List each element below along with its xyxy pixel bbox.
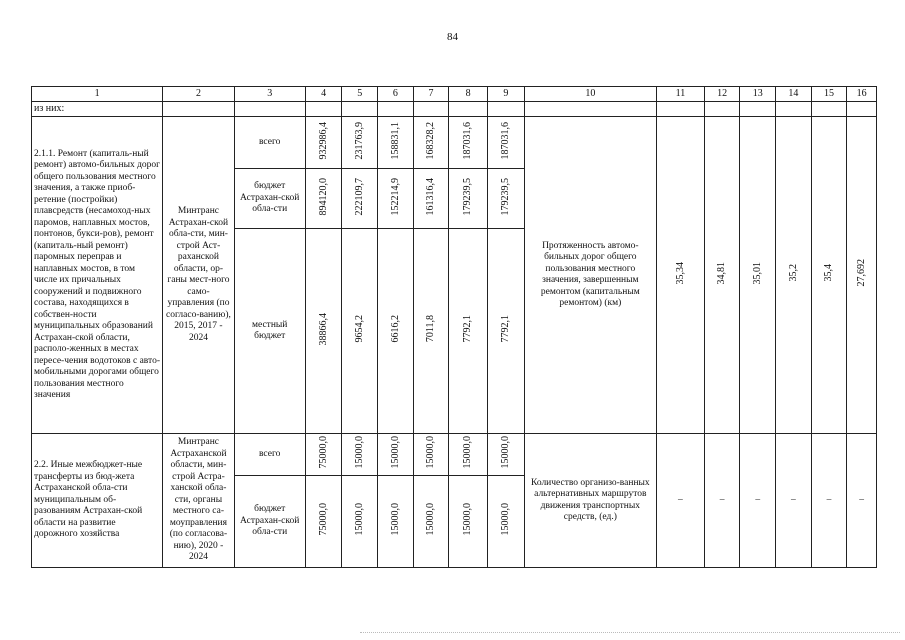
col-header-5: 5 — [342, 87, 378, 102]
funding-source: всего — [234, 434, 305, 476]
amount-value: 15000,0 — [425, 503, 437, 536]
indicator-value: 35,4 — [823, 264, 835, 282]
indicator-value: – — [704, 434, 740, 568]
amount-value: 152214,9 — [389, 177, 401, 215]
section2-row-total — [32, 434, 877, 476]
amount-value: 15000,0 — [389, 503, 401, 536]
amount-value: 161316,4 — [425, 177, 437, 215]
indicator-value: – — [657, 434, 705, 568]
col-header-7: 7 — [413, 87, 449, 102]
amount-value: 15000,0 — [354, 436, 366, 469]
col-header-8: 8 — [449, 87, 488, 102]
col-header-10: 10 — [524, 87, 656, 102]
indicator-value: 35,2 — [787, 264, 799, 282]
col-header-15: 15 — [811, 87, 847, 102]
subheader-label: из них: — [32, 102, 163, 117]
indicator-value: 35,01 — [752, 261, 764, 284]
col-header-4: 4 — [305, 87, 342, 102]
amount-value: 7011,8 — [425, 315, 437, 343]
col-header-12: 12 — [704, 87, 740, 102]
amount-value: 7792,1 — [500, 315, 512, 343]
indicator-value: 35,34 — [674, 261, 686, 284]
funding-source: бюджет Астрахан-ской обла-сти — [234, 169, 305, 229]
col-header-6: 6 — [378, 87, 414, 102]
amount-value: 15000,0 — [425, 436, 437, 469]
amount-value: 75000,0 — [317, 436, 329, 469]
section1-row-total — [32, 117, 877, 169]
section1-title: 2.1.1. Ремонт (капиталь-ный ремонт) автомо-бильных дорог общего пользования местного значения, а также приоб-ретение (постройки) плавсредств (несамоход-ных паромов, наплавных мостов, понтонов, букси-ров), ремонт (капиталь-ный ремонт) паромных переправ и наплавных мостов, в том числе их причальных сооружений и подвижного состава, находящихся в собствен-ности муниципальных образований Астрахан-ской области, располо-женных в местах пересе-чения водотоков с авто-мобильными дорогами общего пользования местного значения — [32, 117, 163, 434]
amount-value: 75000,0 — [317, 503, 329, 536]
section1-executor: Минтранс Астрахан-ской обла-сти, мин-строй Аст-раханской области, ор-ганы мест-ного само-управления (по согласо-ванию), 2015, 2017 - 2024 — [163, 117, 234, 434]
amount-value: 7792,1 — [462, 315, 474, 343]
funding-source: местный бюджет — [234, 229, 305, 434]
amount-value: 38866,4 — [317, 312, 329, 345]
section2-executor: Минтранс Астраханской области, мин-строй Астра-ханской обла-сти, органы местного са-моуправления (по согласова-нию), 2020 - 2024 — [163, 434, 234, 568]
col-header-3: 3 — [234, 87, 305, 102]
amount-value: 15000,0 — [500, 503, 512, 536]
amount-value: 894120,0 — [317, 177, 329, 215]
col-header-11: 11 — [657, 87, 705, 102]
indicator-value: 34,81 — [716, 261, 728, 284]
col-header-1: 1 — [32, 87, 163, 102]
page-number: 84 — [447, 31, 458, 43]
funding-source: бюджет Астрахан-ской обла-сти — [234, 476, 305, 568]
amount-value: 6616,2 — [389, 315, 401, 343]
section2-title: 2.2. Иные межбюджет-ные трансферты из бюд-жета Астраханской обла-сти муниципальным об-разованиям Астрахан-ской области на развитие дорожного хозяйства — [32, 434, 163, 568]
indicator-value: – — [740, 434, 776, 568]
section1-indicator: Протяженность автомо-бильных дорог общего пользования местного значения, завершенным ремонтом (капитальным ремонтом) (км) — [524, 117, 656, 434]
col-header-16: 16 — [847, 87, 877, 102]
col-header-9: 9 — [488, 87, 525, 102]
amount-value: 15000,0 — [389, 436, 401, 469]
amount-value: 15000,0 — [462, 503, 474, 536]
amount-value: 158831,1 — [389, 121, 401, 159]
amount-value: 15000,0 — [500, 436, 512, 469]
col-header-2: 2 — [163, 87, 234, 102]
indicator-value: 27,692 — [855, 259, 867, 287]
amount-value: 222109,7 — [354, 177, 366, 215]
amount-value: 15000,0 — [354, 503, 366, 536]
amount-value: 9654,2 — [354, 315, 366, 343]
subheader-row — [32, 102, 877, 117]
amount-value: 15000,0 — [462, 436, 474, 469]
amount-value: 179239,5 — [500, 177, 512, 215]
amount-value: 168328,2 — [425, 121, 437, 159]
section2-indicator: Количество организо-ванных альтернативных маршрутов движения транспортных средств, (ед.) — [524, 434, 656, 568]
amount-value: 187031,6 — [462, 121, 474, 159]
funding-source: всего — [234, 117, 305, 169]
col-header-14: 14 — [776, 87, 812, 102]
amount-value: 932986,4 — [317, 121, 329, 159]
amount-value: 187031,6 — [500, 121, 512, 159]
indicator-value: – — [811, 434, 847, 568]
indicator-value: – — [776, 434, 812, 568]
col-header-13: 13 — [740, 87, 776, 102]
amount-value: 179239,5 — [462, 177, 474, 215]
indicator-value: – — [847, 434, 877, 568]
amount-value: 231763,9 — [354, 121, 366, 159]
program-table — [31, 86, 877, 568]
column-number-row — [32, 87, 877, 102]
scan-artifact-line — [360, 632, 900, 635]
